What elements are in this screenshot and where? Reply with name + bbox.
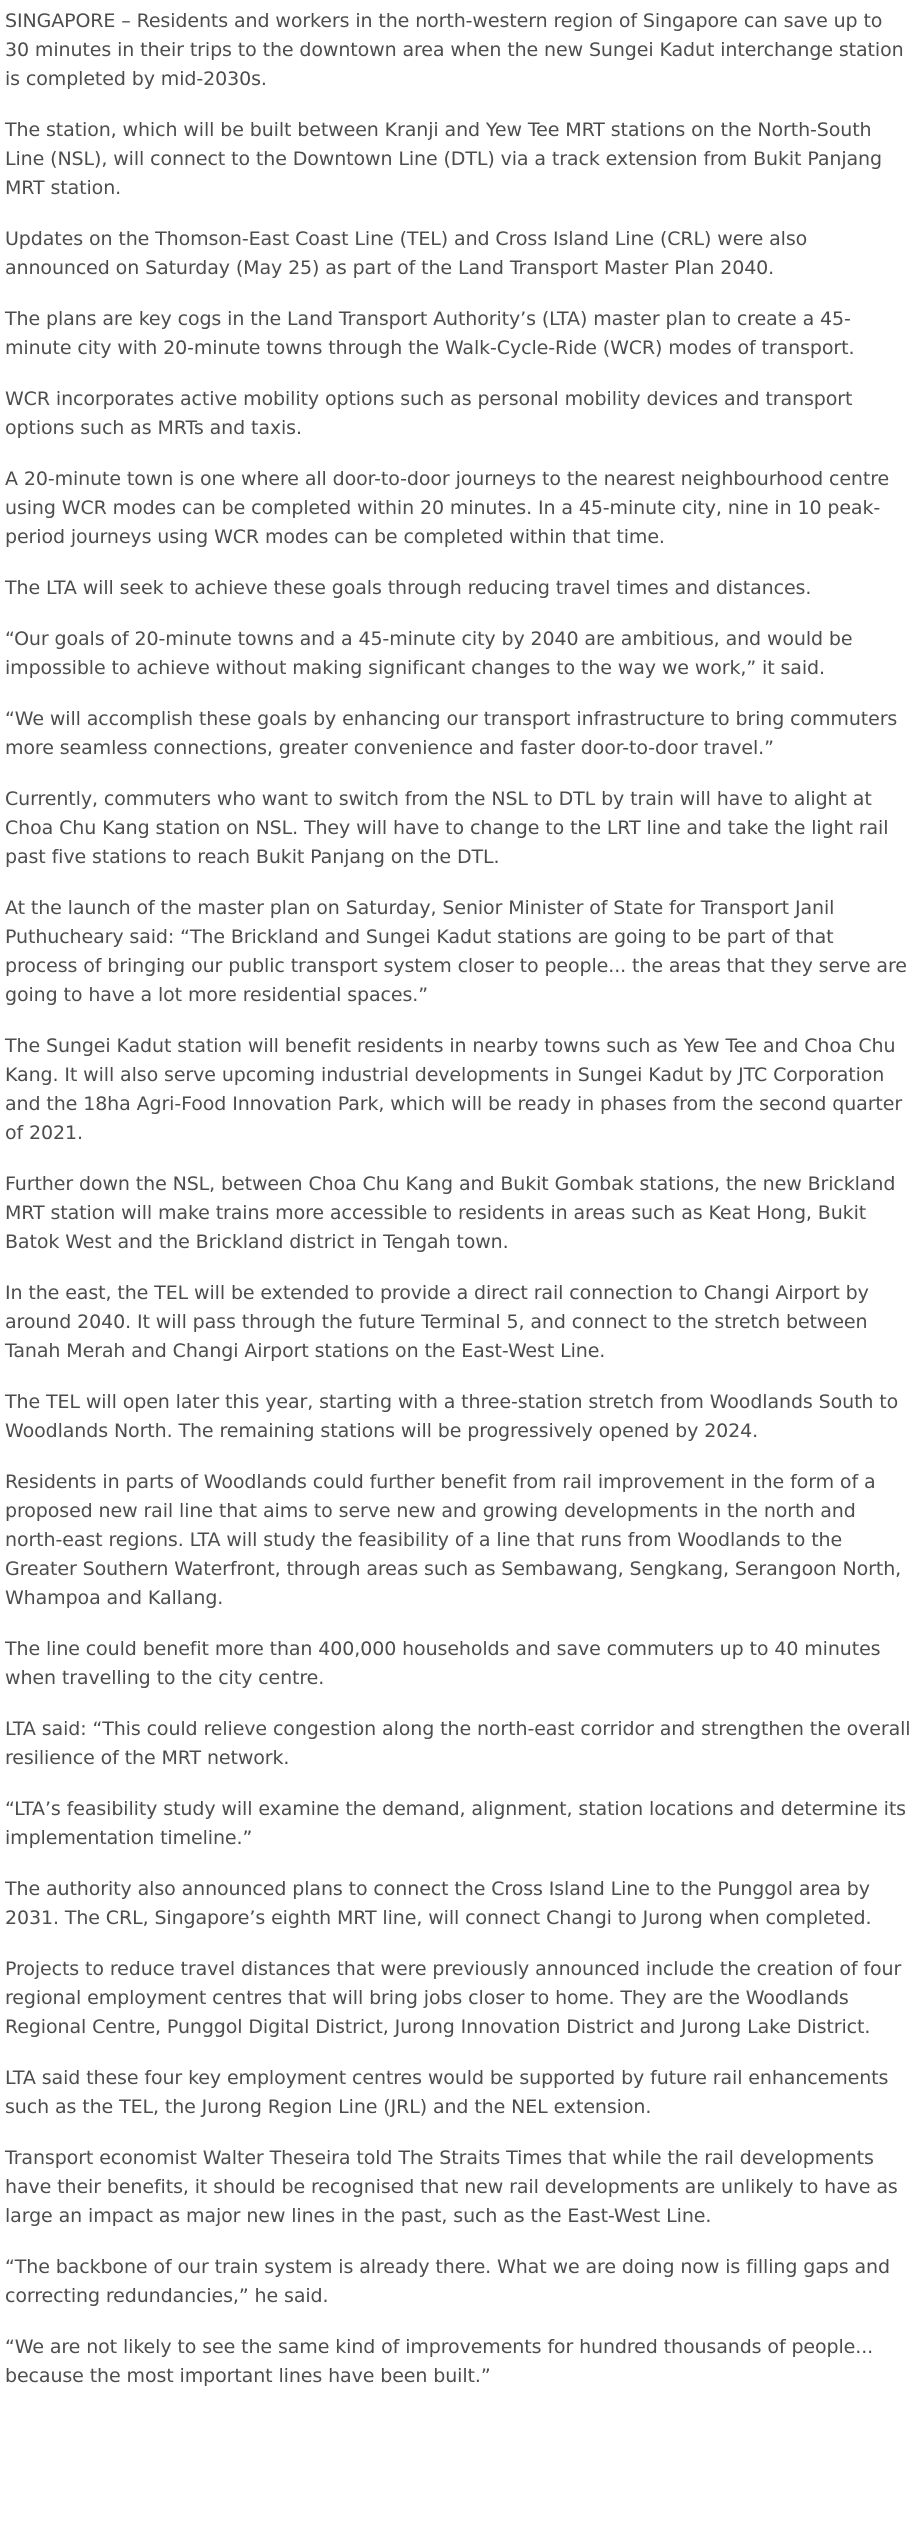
article-paragraph: Updates on the Thomson-East Coast Line (TEL) and Cross Island Line (CRL) were also announced on Saturday (May 25) as part of the Land Transport Master Plan 2040. bbox=[5, 228, 808, 279]
article-paragraph: In the east, the TEL will be extended to provide a direct rail connection to Changi Airport by around 2040. It will pass through the future Terminal 5, and connect to the stretch between Tanah Merah and Changi Airport stations on the East-West Line. bbox=[5, 1282, 869, 1362]
article-paragraph: WCR incorporates active mobility options such as personal mobility devices and transport options such as MRTs and taxis. bbox=[5, 388, 853, 439]
article-paragraph: Transport economist Walter Theseira told The Straits Times that while the rail developments have their benefits, it should be recognised that new rail developments are unlikely to have as large an impact as major new lines in the past, such as the East-West Line. bbox=[5, 2147, 898, 2227]
article-paragraph: A 20-minute town is one where all door-to-door journeys to the nearest neighbourhood centre using WCR modes can be completed within 20 minutes. In a 45-minute city, nine in 10 peak-period journeys using WCR modes can be completed within that time. bbox=[5, 468, 890, 548]
article-paragraph: Residents in parts of Woodlands could further benefit from rail improvement in the form of a proposed new rail line that aims to serve new and growing developments in the north and north-east regions. LTA will study the feasibility of a line that runs from Woodlands to the Greater Southern Waterfront, through areas such as Sembawang, Sengkang, Serangoon North, Whampoa and Kallang. bbox=[5, 1471, 902, 1609]
article-paragraph: “LTA’s feasibility study will examine the demand, alignment, station locations and determine its implementation timeline.” bbox=[5, 1798, 906, 1849]
article-paragraph: At the launch of the master plan on Saturday, Senior Minister of State for Transport Janil Puthucheary said: “The Brickland and Sungei Kadut stations are going to be part of that process of bringing our public transport system closer to people... the areas that they serve are going to have a lot more residential spaces.” bbox=[5, 897, 907, 1006]
article-paragraph: The Sungei Kadut station will benefit residents in nearby towns such as Yew Tee and Choa Chu Kang. It will also serve upcoming industrial developments in Sungei Kadut by JTC Corporation and the 18ha Agri-Food Innovation Park, which will be ready in phases from the second quarter of 2021. bbox=[5, 1035, 903, 1144]
article-paragraph: Currently, commuters who want to switch from the NSL to DTL by train will have to alight at Choa Chu Kang station on NSL. They will have to change to the LRT line and take the light rail past five stations to reach Bukit Panjang on the DTL. bbox=[5, 788, 889, 868]
article-paragraph: LTA said these four key employment centres would be supported by future rail enhancements such as the TEL, the Jurong Region Line (JRL) and the NEL extension. bbox=[5, 2067, 889, 2118]
article-paragraph: The station, which will be built between Kranji and Yew Tee MRT stations on the North-South Line (NSL), will connect to the Downtown Line (DTL) via a track extension from Bukit Panjang MRT station. bbox=[5, 119, 882, 199]
article-paragraph: LTA said: “This could relieve congestion along the north-east corridor and strengthen the overall resilience of the MRT network. bbox=[5, 1718, 911, 1769]
article-paragraph: The TEL will open later this year, starting with a three-station stretch from Woodlands South to Woodlands North. The remaining stations will be progressively opened by 2024. bbox=[5, 1391, 899, 1442]
article-paragraph: “The backbone of our train system is already there. What we are doing now is filling gaps and correcting redundancies,” he said. bbox=[5, 2256, 890, 2307]
article-paragraph: Projects to reduce travel distances that were previously announced include the creation of four regional employment centres that will bring jobs closer to home. They are the Woodlands Regional Centre, Punggol Digital District, Jurong Innovation District and Jurong Lake District. bbox=[5, 1958, 902, 2038]
article-paragraph: “Our goals of 20-minute towns and a 45-minute city by 2040 are ambitious, and would be impossible to achieve without making significant changes to the way we work,” it said. bbox=[5, 628, 853, 679]
article-paragraph: The plans are key cogs in the Land Transport Authority’s (LTA) master plan to create a 45-minute city with 20-minute towns through the Walk-Cycle-Ride (WCR) modes of transport. bbox=[5, 308, 855, 359]
article-paragraph: Further down the NSL, between Choa Chu Kang and Bukit Gombak stations, the new Brickland MRT station will make trains more accessible to residents in areas such as Keat Hong, Bukit Batok West and the Brickland district in Tengah town. bbox=[5, 1173, 896, 1253]
article-paragraph: The authority also announced plans to connect the Cross Island Line to the Punggol area by 2031. The CRL, Singapore’s eighth MRT line, will connect Changi to Jurong when completed. bbox=[5, 1878, 872, 1929]
article-paragraph: “We are not likely to see the same kind of improvements for hundred thousands of people... because the most important lines have been built.” bbox=[5, 2336, 874, 2387]
article-paragraph: SINGAPORE – Residents and workers in the north-western region of Singapore can save up to 30 minutes in their trips to the downtown area when the new Sungei Kadut interchange station is completed by mid-2030s. bbox=[5, 10, 904, 90]
article-paragraph: “We will accomplish these goals by enhancing our transport infrastructure to bring commuters more seamless connections, greater convenience and faster door-to-door travel.” bbox=[5, 708, 898, 759]
article-paragraph: The line could benefit more than 400,000 households and save commuters up to 40 minutes when travelling to the city centre. bbox=[5, 1638, 881, 1689]
article-paragraph: The LTA will seek to achieve these goals through reducing travel times and distances. bbox=[5, 577, 812, 599]
